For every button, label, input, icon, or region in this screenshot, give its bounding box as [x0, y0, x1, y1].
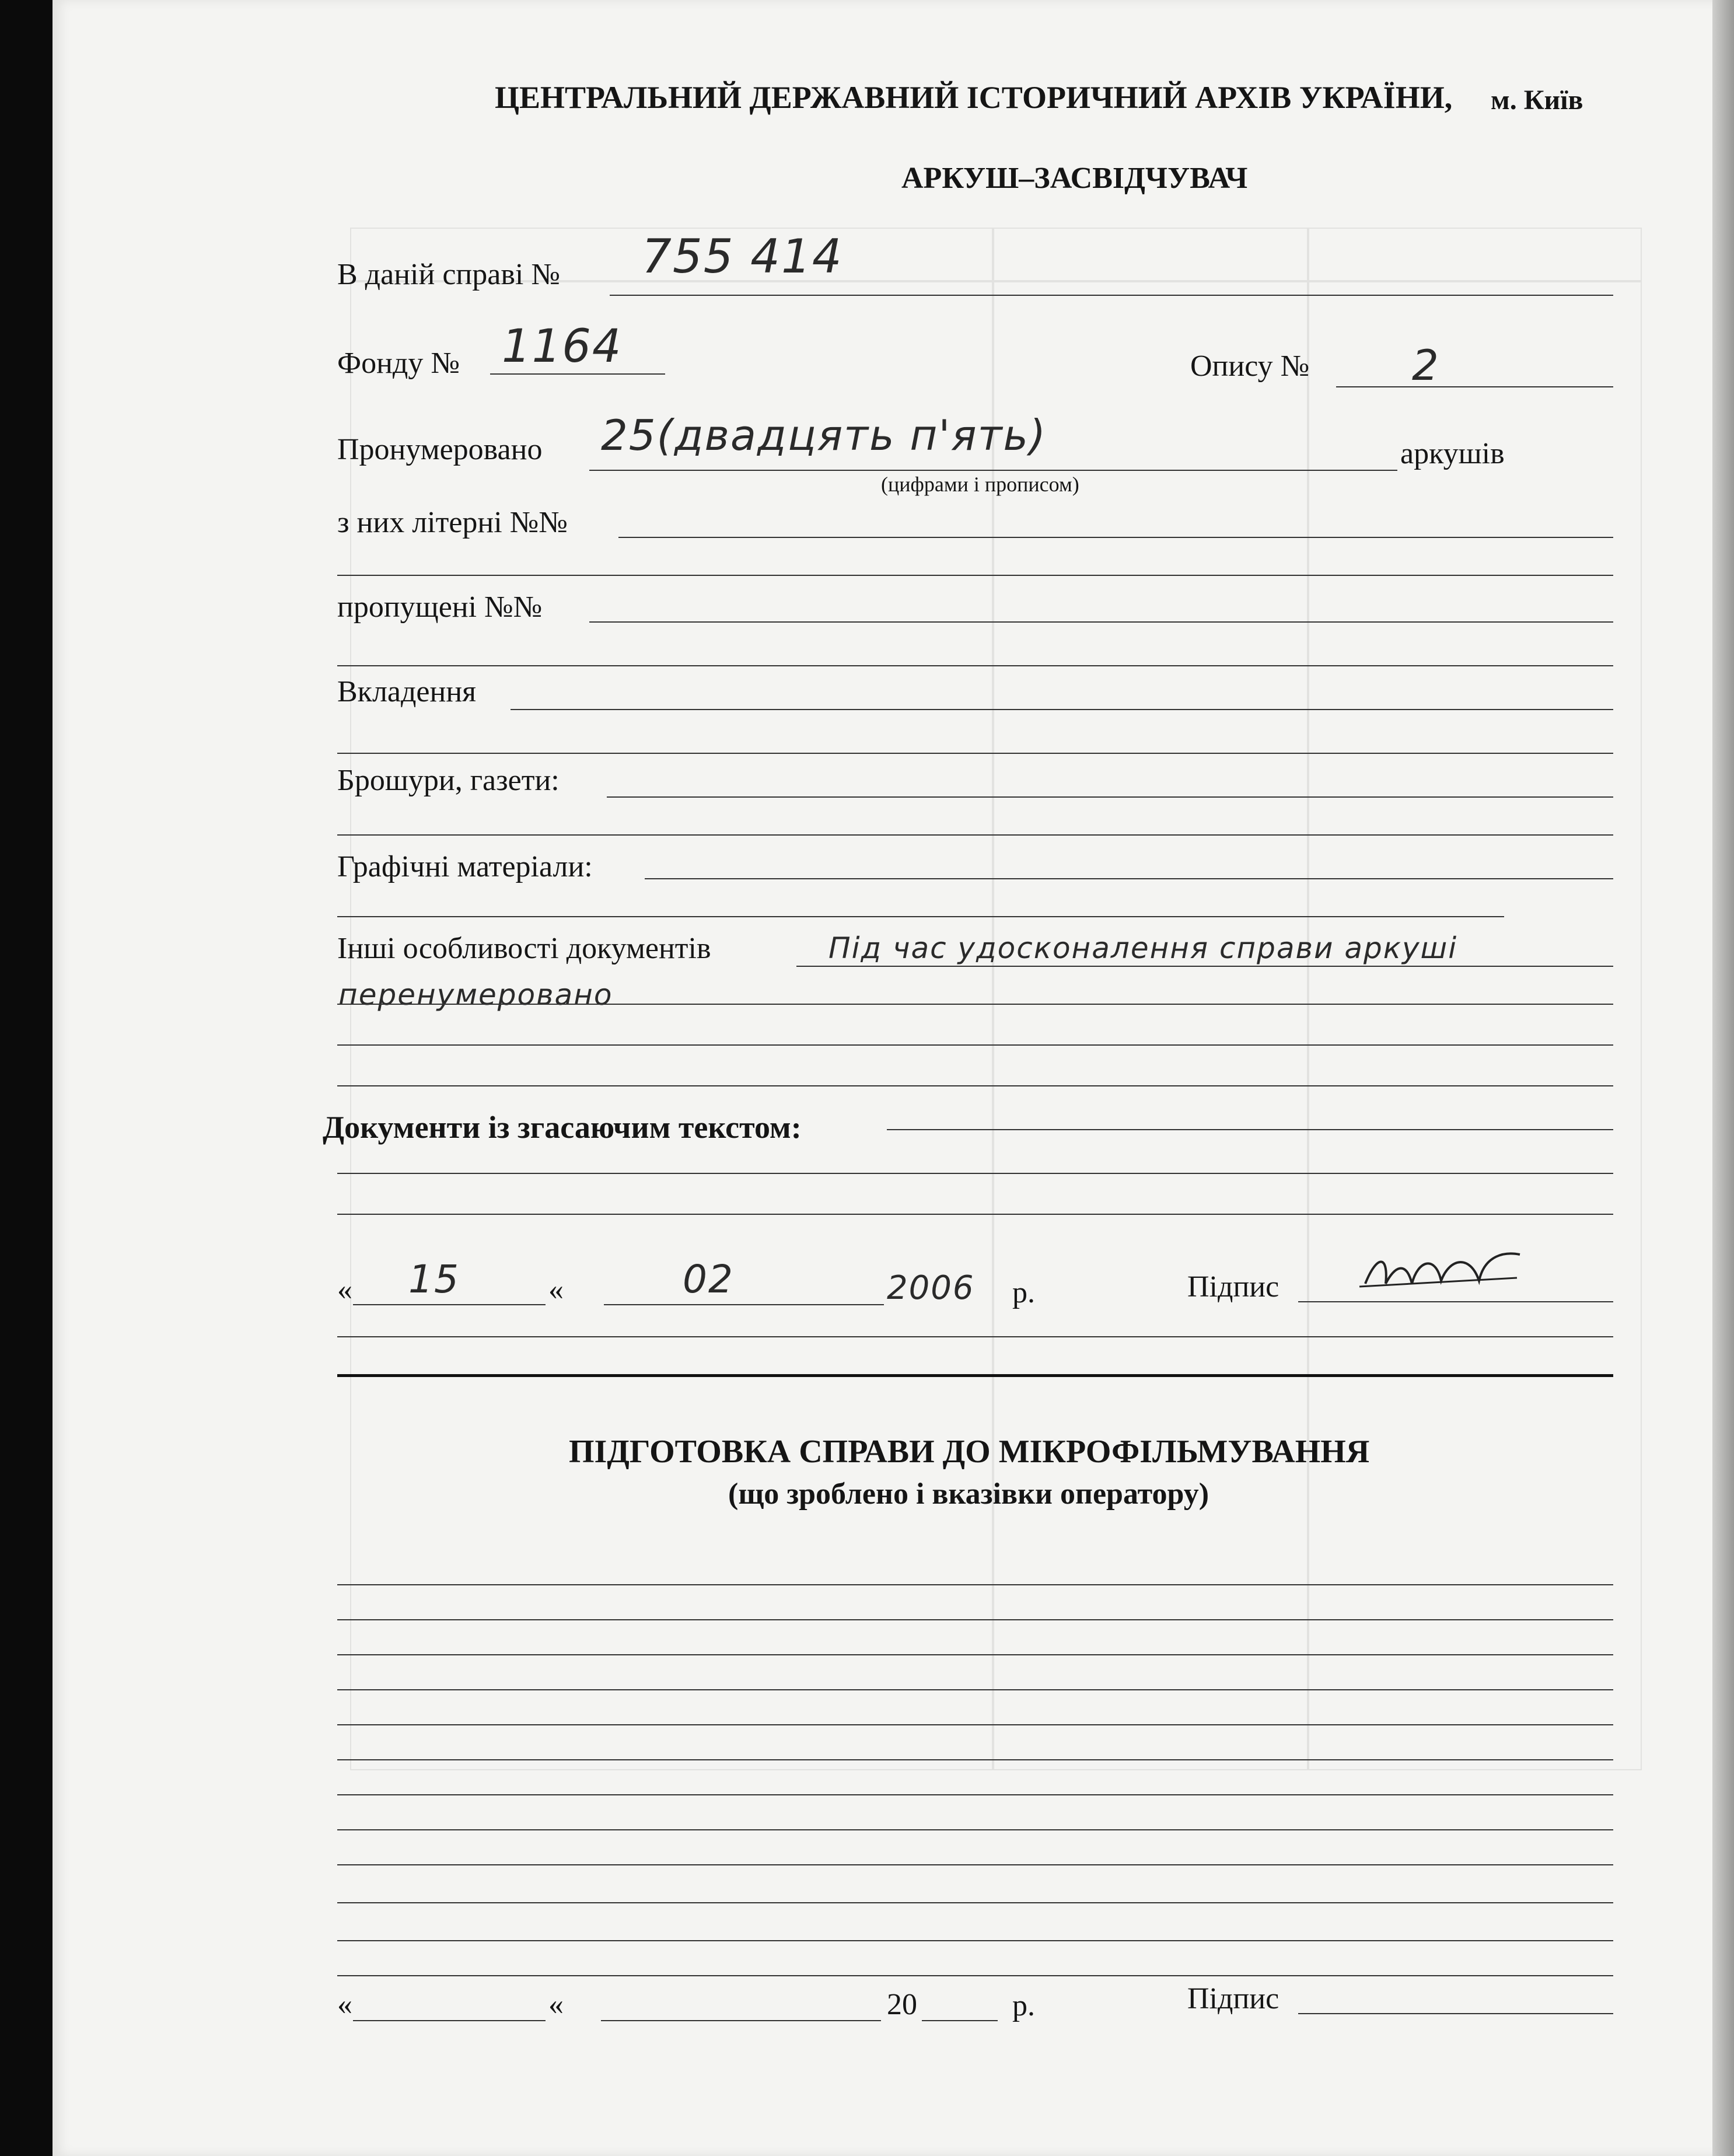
section2-subtitle: (що зроблено і вказівки оператору)	[728, 1477, 1209, 1511]
month-line	[604, 1304, 884, 1305]
case-value: 755 414	[642, 229, 843, 284]
bottom-sign-label: Підпис	[1187, 1982, 1279, 2015]
numbered-suffix: аркушів	[1400, 437, 1505, 470]
show-through-rule	[1307, 228, 1309, 1770]
brochures-label: Брошури, газети:	[337, 764, 560, 797]
date-quote-open: «	[337, 1273, 352, 1306]
numbered-value: 25(двадцять п'ять)	[601, 411, 1047, 460]
notes-line	[337, 1794, 1613, 1795]
notes-line	[337, 1654, 1613, 1655]
skipped-label: пропущені №№	[337, 590, 543, 624]
bottom-year-line	[922, 2020, 998, 2021]
date-quote-close: «	[548, 1273, 564, 1306]
blank-line	[337, 575, 1613, 576]
fond-line	[490, 373, 665, 375]
bottom-year-suffix: р.	[1012, 1989, 1035, 2022]
other-line-2	[337, 1004, 1613, 1005]
notes-line	[337, 1902, 1613, 1903]
blank-line	[337, 1214, 1613, 1215]
day-line	[353, 1304, 546, 1305]
archive-city: м. Київ	[1491, 85, 1583, 116]
case-label: В даній справі №	[337, 258, 560, 291]
attachments-label: Вкладення	[337, 675, 477, 708]
sign-label: Підпис	[1187, 1270, 1279, 1304]
bottom-quote-open: «	[337, 1988, 352, 2021]
blank-line	[337, 665, 1613, 666]
notes-line	[337, 1940, 1613, 1941]
case-line	[610, 295, 1613, 296]
bottom-sign-line	[1298, 2013, 1613, 2014]
date-day: 15	[408, 1257, 460, 1302]
document-title: АРКУШ–ЗАСВІДЧУВАЧ	[901, 162, 1248, 195]
opys-value: 2	[1412, 341, 1440, 390]
notes-line	[337, 1975, 1613, 1976]
date-month: 02	[683, 1257, 734, 1302]
graphics-line	[645, 878, 1613, 879]
numbered-hint: (цифрами і прописом)	[881, 473, 1079, 496]
litera-line	[618, 537, 1613, 538]
bottom-day-line	[353, 2020, 546, 2021]
faded-line	[887, 1129, 1613, 1130]
other-line	[796, 966, 1613, 967]
blank-line	[337, 1044, 1613, 1046]
notes-line	[337, 1689, 1613, 1690]
other-label: Інші особливості документів	[337, 932, 711, 965]
other-value-line2: перенумеровано	[338, 978, 613, 1012]
notes-line	[337, 1829, 1613, 1830]
blank-line	[337, 1336, 1613, 1337]
blank-line	[337, 1085, 1613, 1086]
blank-line	[337, 1173, 1613, 1174]
litera-label: з них літерні №№	[337, 506, 568, 539]
faded-label: Документи із згасаючим текстом:	[323, 1110, 802, 1145]
blank-line	[337, 753, 1613, 754]
notes-line	[337, 1584, 1613, 1585]
section2-title: ПІДГОТОВКА СПРАВИ ДО МІКРОФІЛЬМУВАННЯ	[569, 1434, 1370, 1470]
bottom-year-prefix: 20	[887, 1988, 917, 2021]
notes-line	[337, 1724, 1613, 1725]
bottom-month-line	[601, 2020, 881, 2021]
fond-value: 1164	[502, 320, 623, 373]
notes-line	[337, 1759, 1613, 1760]
brochures-line	[607, 796, 1613, 798]
page-edge	[1712, 0, 1734, 2156]
blank-line	[337, 916, 1504, 917]
opys-line	[1336, 386, 1613, 387]
other-value-line1: Під час удосконалення справи аркуші	[828, 931, 1458, 965]
numbered-line	[589, 470, 1397, 471]
section-divider	[337, 1374, 1613, 1377]
notes-line	[337, 1864, 1613, 1865]
skipped-line	[589, 621, 1613, 623]
opys-label: Опису №	[1190, 350, 1310, 383]
blank-line	[337, 834, 1613, 836]
date-year-suffix: р.	[1012, 1276, 1035, 1309]
attachments-line	[511, 709, 1613, 710]
date-year: 2006	[887, 1269, 975, 1307]
notes-line	[337, 1619, 1613, 1620]
signature-mark	[1354, 1243, 1529, 1307]
bottom-quote-close: «	[548, 1988, 564, 2021]
fond-label: Фонду №	[337, 347, 460, 380]
graphics-label: Графічні матеріали:	[337, 850, 593, 883]
numbered-label: Пронумеровано	[337, 433, 543, 466]
archive-name: ЦЕНТРАЛЬНИЙ ДЕРЖАВНИЙ ІСТОРИЧНИЙ АРХІВ УКРАЇНИ,	[495, 80, 1453, 115]
